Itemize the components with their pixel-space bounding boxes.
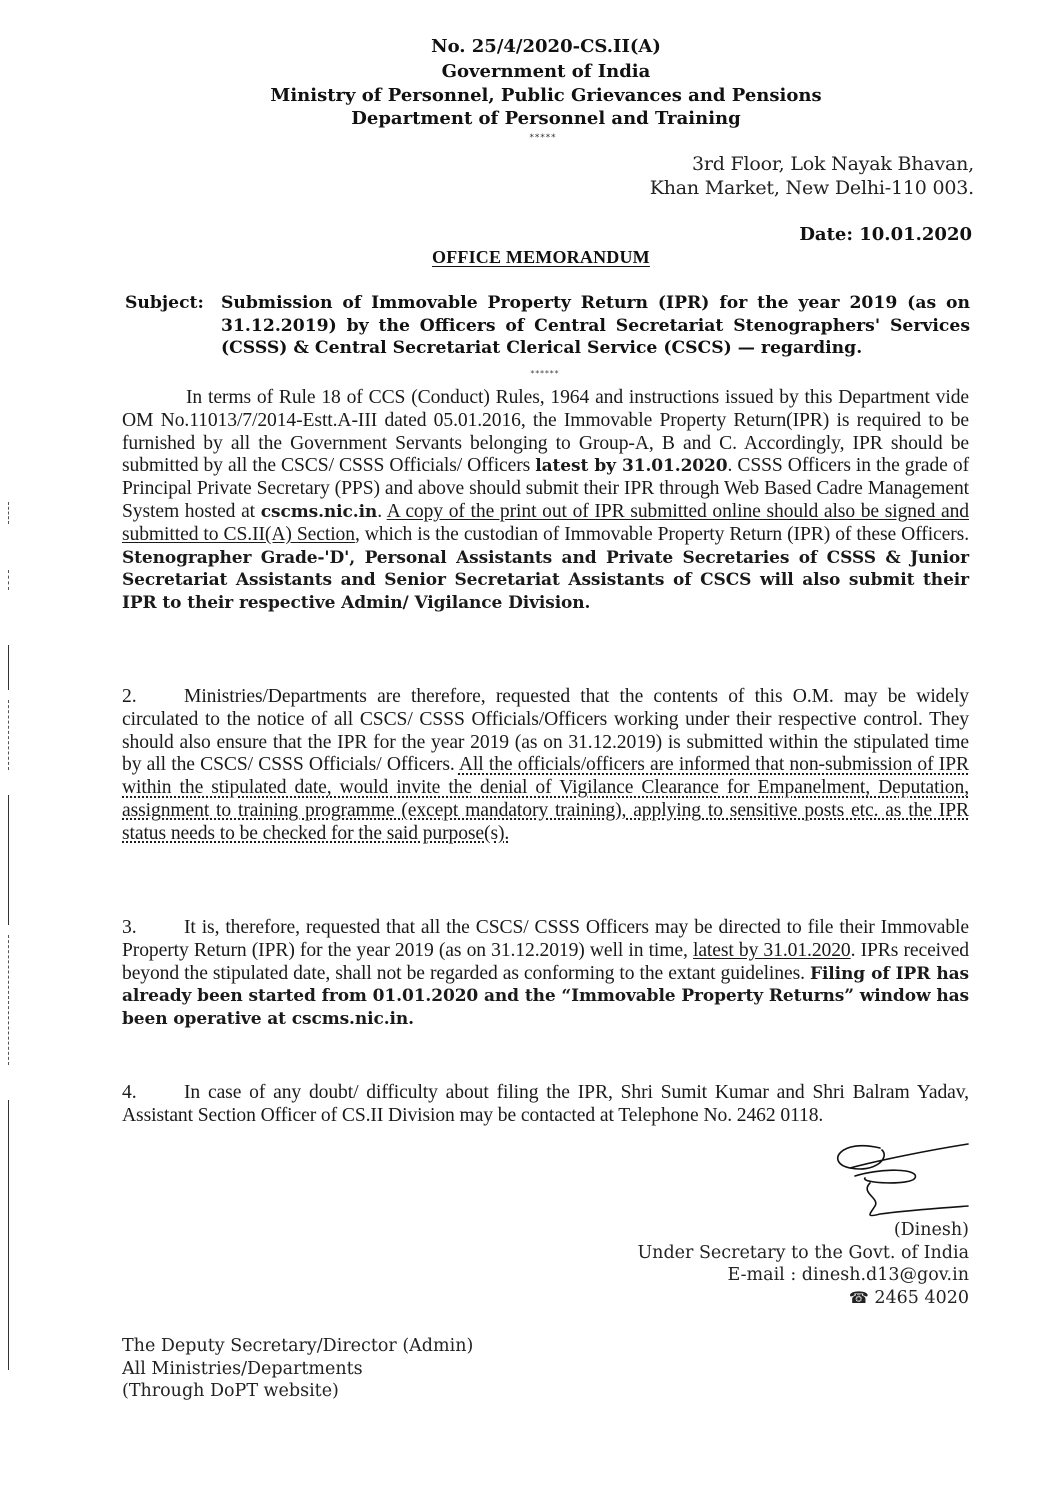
scan-artifact [8,645,10,690]
document-title: OFFICE MEMORANDUM [432,247,650,267]
signatory-phone-line [637,1287,969,1310]
signatory-phone: 2465 4020 [874,1287,969,1308]
paragraph-3 [122,917,969,1031]
p3-text: It is, therefore, requested that all the CSCS/ CSSS Officers may be directed to file their Immovable Property Return (IPR) for the year 2019 (as on 31.12.2019) well in time, [122,917,969,961]
scan-artifact [8,570,10,590]
signatory-email: E-mail : dinesh.d13@gov.in [727,1265,969,1285]
p2-text: Ministries/Departments are therefore, requested that the contents of this O.M. may be widely circulated to the notice of all CSCS/ CSSS Officials/Officers working under their respective control. They should also ensure that the IPR for the year 2019 (as on 31.12.2019) is submitted within the stipulated time by all the CSCS/ CSSS Officials/ Officers. [122,686,969,776]
p2-dotted-underlined-warning: All the officials/officers are informed that non-submission of IPR within the stipulated date, would invite the denial of Vigilance Clearance for Empanelment, Deputation, assignment to training programme (except mandatory training), applying to sensitive posts etc. as the IPR status needs to be checked for the said purpose(s). [122,754,969,844]
scan-artifact [8,1100,10,1370]
paragraph-2 [122,686,969,846]
telephone-icon: ☎ [848,1287,869,1307]
signatory-designation: Under Secretary to the Govt. of India [637,1242,969,1263]
address-line-2: Khan Market, New Delhi-110 003. [649,177,974,199]
p3-bold-notice: Filing of IPR has already been started from 01.01.2020 and the “Immovable Property Returns” window has been operative at cscms.nic.in. [122,963,969,1030]
header-separator: ***** [529,133,557,143]
signature-block [637,1219,969,1309]
paragraph-number: 3. [122,917,137,938]
p1-bold-instruction: Stenographer Grade-'D', Personal Assistants and Private Secretaries of CSSS & Junior Secretariat Assistants and Senior Secretariat Assistants of CSCS will also submit their IPR to their respective Admin/ Vigilance Division. [122,547,969,614]
subject-label: Subject: [125,293,204,313]
p1-underlined-instruction: A copy of the print out of IPR submitted online should also be signed and submitted to CS.II(A) Section [122,500,969,545]
p1-text: . CSSS Officers in the grade of Principal Private Secretary (PPS) and above should submit their IPR through Web Based Cadre Management System hosted at [122,455,969,522]
p3-text: . IPRs received beyond the stipulated date, shall not be regarded as conforming to the extant guidelines. [122,939,969,984]
paragraph-number: 4. [122,1082,137,1103]
recipients-block [122,1335,473,1403]
p3-deadline: latest by 31.01.2020 [692,939,851,961]
subject-text: Submission of Immovable Property Return (IPR) for the year 2019 (as on 31.12.2019) by the Officers of Central Secretariat Stenographers' Services (CSSS) & Central Secretariat Clerical Service (CSCS) — regarding. [221,293,970,358]
government-name: Government of India [441,61,651,82]
p4-text: In case of any doubt/ difficulty about filing the IPR, Shri Sumit Kumar and Shri Balram Yadav, Assistant Section Officer of CS.II Division may be contacted at Telephone No. 2462 0118. [122,1082,969,1126]
subject-block [125,292,970,360]
address-line-1: 3rd Floor, Lok Nayak Bhavan, [691,153,974,175]
paragraph-number: 2. [122,686,137,707]
scan-artifact [8,795,10,925]
p1-text: . [377,500,387,522]
recipient-line: All Ministries/Departments [122,1358,363,1379]
p1-text: In terms of Rule 18 of CCS (Conduct) Rules, 1964 and instructions issued by this Department vide OM No.11013/7/2014-Estt.A-III dated 05.01.2016, the Immovable Property Return(IPR) is required to be furnished by all the Government Servants belonging to Group-A, B and C. Accordingly, IPR should be submitted by all the CSCS/ CSSS Officials/ Officers [122,387,969,477]
memo-date: Date: 10.01.2020 [799,224,972,245]
scan-artifact [8,700,10,770]
recipient-line: The Deputy Secretary/Director (Admin) [122,1336,474,1356]
signatory-name: (Dinesh) [893,1220,969,1240]
file-number: No. 25/4/2020-CS.II(A) [431,36,661,57]
recipient-line: (Through DoPT website) [122,1381,339,1401]
cscms-link-text: cscms.nic.in [260,501,378,522]
p1-deadline: latest by 31.01.2020 [535,456,728,477]
subject-separator: ****** [530,369,559,378]
paragraph-4 [122,1082,969,1128]
scan-artifact [8,502,10,524]
department-name: Department of Personnel and Training [351,108,741,129]
paragraph-1 [122,387,969,615]
handwritten-signature-icon [820,1138,970,1218]
ministry-name: Ministry of Personnel, Public Grievances and Pensions [270,85,822,106]
scan-artifact [8,935,10,1065]
p1-text: , which is the custodian of Immovable Property Return (IPR) of these Officers. [354,523,969,545]
